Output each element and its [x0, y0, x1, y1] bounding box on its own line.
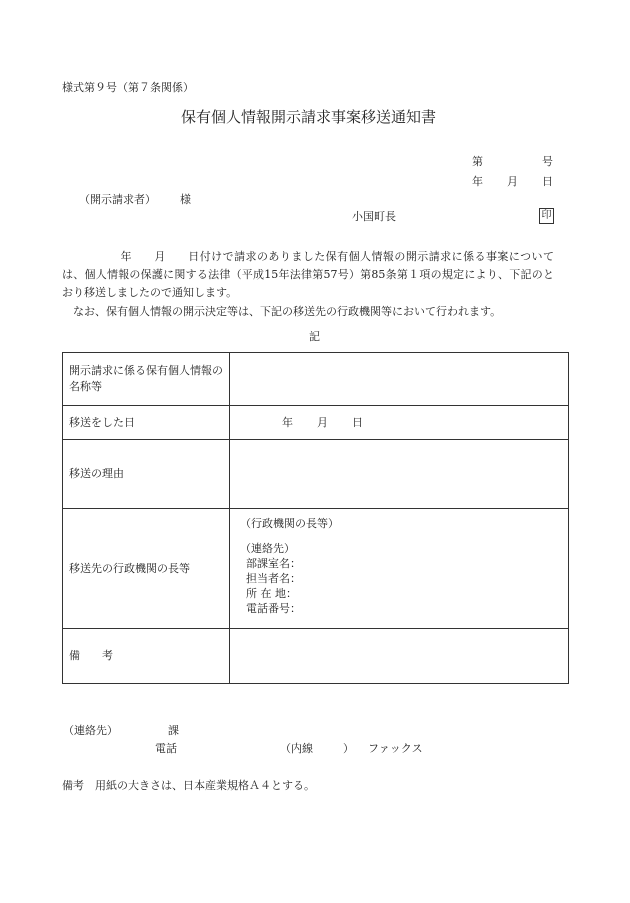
- form-number: 様式第９号（第７条関係）: [62, 81, 194, 94]
- destination-person: 担当者名：: [246, 572, 301, 585]
- destination-address: 所 在 地：: [246, 587, 297, 600]
- table-row: [63, 509, 569, 629]
- doc-number-suffix: 号: [542, 155, 553, 168]
- body-date-month: 月: [153, 250, 166, 263]
- row-value-record-name: [230, 353, 569, 406]
- doc-number-prefix: 第: [472, 155, 483, 168]
- destination-dept: 部課室名：: [246, 557, 301, 570]
- footnote: 備考 用紙の大きさは、日本産業規格Ａ４とする。: [62, 779, 315, 792]
- date-day: 日: [542, 175, 553, 188]
- contact-fax: ファックス: [368, 742, 423, 755]
- issuer-name: 小国町長: [352, 210, 396, 223]
- body-date-year: 年: [120, 250, 132, 263]
- seal-mark: 印: [539, 208, 554, 224]
- row-label-remarks: 備 考: [63, 629, 230, 684]
- transfer-month: 月: [317, 415, 328, 429]
- contact-section: 課: [168, 724, 179, 737]
- contact-phone: 電話: [155, 742, 177, 755]
- table-row: [63, 629, 569, 684]
- table-row: [63, 353, 569, 406]
- row-label-destination: 移送先の行政機関の長等: [63, 509, 230, 629]
- destination-head: （行政機関の長等）: [240, 517, 339, 530]
- document-title: 保有個人情報開示請求事案移送通知書: [181, 108, 437, 126]
- row-value-destination: [230, 509, 569, 629]
- date-year: 年: [472, 175, 483, 188]
- addressee-label: （開示請求者）: [79, 193, 156, 206]
- addressee-honorific: 様: [180, 193, 191, 206]
- body-paragraph-2: なお、保有個人情報の開示決定等は、下記の移送先の行政機関等において行われます。: [73, 305, 502, 318]
- row-value-transfer-reason: [230, 440, 569, 509]
- date-month: 月: [507, 175, 518, 188]
- destination-phone: 電話番号：: [246, 602, 301, 615]
- row-label-record-name: 開示請求に係る保有個人情報の名称等: [63, 353, 230, 406]
- table-row: [63, 440, 569, 509]
- body-paragraph-1: 日付けで請求のありました保有個人情報の開示請求に係る事案については、個人情報の保護に関する法律（平成15年法律第57号）第85条第１項の規定により、下記のとおり移送しましたので通知します。: [62, 250, 555, 299]
- contact-label: （連絡先）: [63, 724, 118, 737]
- transfer-year: 年: [282, 415, 293, 429]
- table-row: [63, 406, 569, 440]
- destination-contact-label: （連絡先）: [240, 542, 295, 555]
- notice-paragraph: [62, 248, 554, 302]
- contact-extension-open: （内線: [280, 742, 313, 755]
- row-value-remarks: [230, 629, 569, 684]
- ki-heading: 記: [309, 330, 320, 343]
- contact-extension-close: ）: [343, 742, 354, 755]
- row-value-transfer-date: [230, 406, 569, 440]
- row-label-transfer-date: 移送をした日: [63, 406, 230, 440]
- transfer-day: 日: [352, 415, 363, 429]
- transfer-details-table: [62, 352, 569, 684]
- row-label-transfer-reason: 移送の理由: [63, 440, 230, 509]
